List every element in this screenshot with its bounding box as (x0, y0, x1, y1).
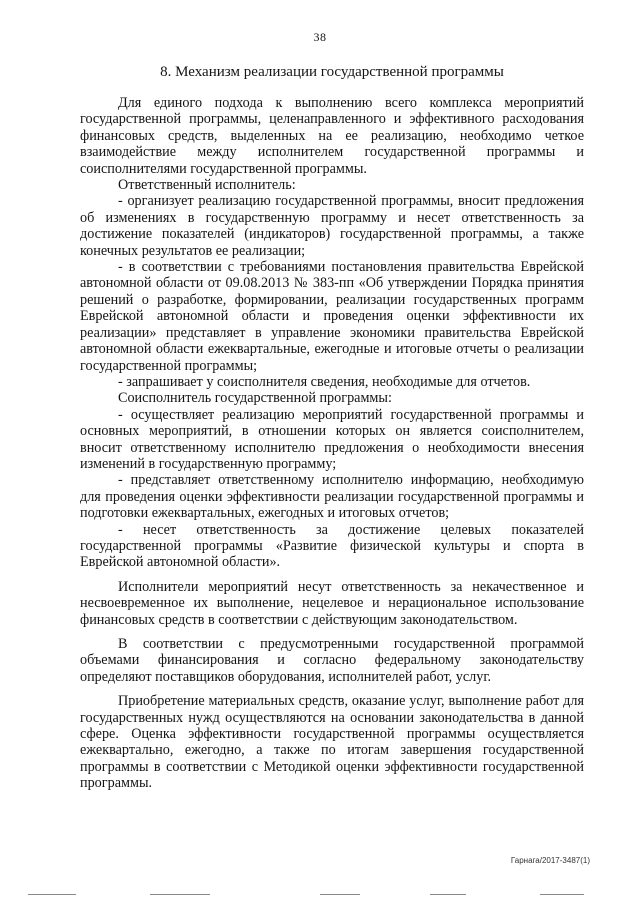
scan-edge-line (28, 894, 76, 895)
paragraph-responsibility: Исполнители мероприятий несут ответственность за некачественное и несвоевременное их выполнение, нецелевое и нерациональное использование финансовых средств в соответствии с действующим законодательством. (80, 578, 584, 628)
paragraph-financing: В соответствии с предусмотренными государственной программой объемами финансирования и согласно федеральному законодательству определяют поставщиков оборудования, исполнителей работ, услуг. (80, 636, 584, 685)
paragraph-coexecutor-item-3: - несет ответственность за достижение целевых показателей государственной программы «Развитие физической культуры и спорта в Еврейской автономной области». (80, 521, 584, 571)
footer-document-code: Гарнага/2017-3487(1) (510, 856, 590, 865)
paragraph-responsible-item-2: - в соответствии с требованиями постановления правительства Еврейской автономной области от 09.08.2013 № 383-пп «Об утверждении Порядка принятия решений о разработке, формировании, реализации государственных программ Еврейской автономной области и проведения оценки эффективности их реализации» представляет в управление экономики правительства Еврейской автономной области ежеквартальные, ежегодные и итоговые отчеты о реализации государственной программы; (80, 259, 584, 374)
paragraph-responsible-item-3: - запрашивает у соисполнителя сведения, необходимые для отчетов. (118, 373, 531, 390)
paragraph-evaluation: Приобретение материальных средств, оказание услуг, выполнение работ для государственных нужд осуществляются на основании законодательства в данной сфере. Оценка эффективности государственной программы осуществляется ежеквартально, ежегодно, а также по итогам завершения государственной программы в соответствии с Методикой оценки эффективности государственной программы. (80, 693, 584, 792)
page-number: 38 (313, 30, 327, 44)
scan-edge-line (320, 894, 360, 895)
paragraph-responsible-item-1: - организует реализацию государственной программы, вносит предложения об изменениях в государственную программу и несет ответственность за достижение показателей (индикаторов) государственной программы, а также конечных результатов ее реализации; (80, 193, 584, 259)
paragraph-coexecutor-item-1: - осуществляет реализацию мероприятий государственной программы и основных мероприятий, в отношении которых он является соисполнителем, вносит ответственному исполнителю предложения о необходимости внесения изменений в государственную программу; (80, 406, 584, 472)
paragraph-responsible-heading: Ответственный исполнитель: (118, 177, 296, 194)
paragraph-coexecutor-heading: Соисполнитель государственной программы: (118, 390, 392, 407)
scan-edge-line (540, 894, 584, 895)
scan-edge-line (430, 894, 466, 895)
scan-edge-line (150, 894, 210, 895)
document-body (80, 95, 584, 792)
section-title: 8. Механизм реализации государственной программы (160, 64, 504, 80)
paragraph-coexecutor-item-2: - представляет ответственному исполнителю информацию, необходимую для проведения оценки эффективности реализации государственной программы и подготовки ежеквартальных, ежегодных и итоговых отчетов; (80, 472, 584, 522)
paragraph-intro: Для единого подхода к выполнению всего комплекса мероприятий государственной программы, целенаправленного и эффективного расходования финансовых средств, выделенных на ее реализацию, необходимо четкое взаимодействие между исполнителем государственной программы и соисполнителями государственной программы. (80, 95, 584, 177)
